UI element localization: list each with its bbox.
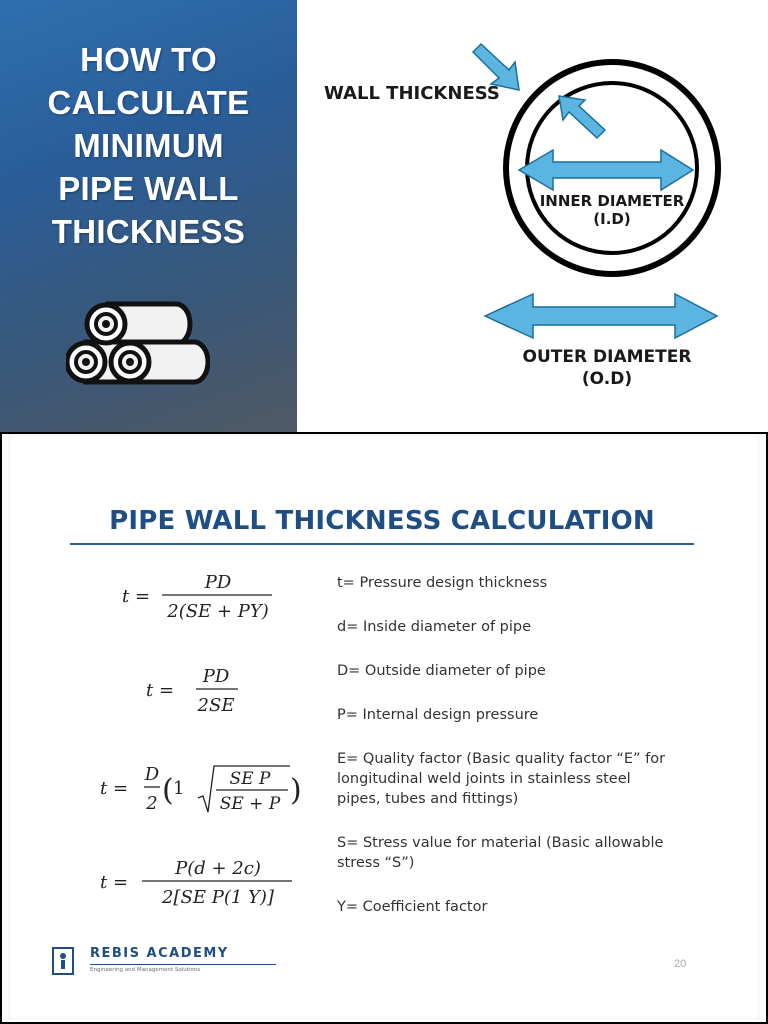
definition-d-inside: d= Inside diameter of pipe [337,619,532,635]
definition-p: P= Internal design pressure [337,707,539,723]
outer-diameter-label: OUTER DIAMETER [522,347,692,367]
slide-title: PIPE WALL THICKNESS CALCULATION [109,506,655,536]
definition-t: t= Pressure design thickness [337,575,548,591]
formula-1-lhs: t = [122,586,151,607]
formula-2-denominator: 2SE [197,695,235,716]
banner-title [0,38,297,253]
formula-4-lhs: t = [100,872,129,893]
definition-d-outside: D= Outside diameter of pipe [337,663,546,679]
logo-tagline: Engineering and Management Solutions [90,967,201,973]
formula-1-numerator: PD [204,572,232,593]
formula-3-one: 1 [173,778,185,799]
formula-2 [146,666,238,716]
slide-title-underline [70,543,694,545]
inner-diameter-abbr: (I.D) [593,210,631,228]
logo-divider [90,964,276,965]
top-banner [0,0,768,432]
definition-e: E= Quality factor (Basic quality factor “E” for longitudinal weld joints in stainless steel pipes, tubes and fittings) [337,751,666,807]
logo-name: REBIS ACADEMY [90,946,229,961]
inner-diameter-arrow [519,150,693,190]
wall-thickness-arrow-inner [559,96,605,138]
pipe-cross-section-diagram [297,0,768,432]
logo-mark [52,947,74,975]
formula-panel [100,560,330,920]
formula-3-paren-close: ) [290,773,302,808]
formula-3-root-numerator: SE P [229,769,271,789]
formula-3-denominator: 2 [146,793,158,814]
definition-s: S= Stress value for material (Basic allowable stress “S”) [337,835,664,871]
banner-title-line: MINIMUM [73,127,224,164]
banner-title-line: CALCULATE [47,84,250,121]
inner-diameter-label: INNER DIAMETER [539,192,685,210]
banner-title-line: THICKNESS [51,213,246,250]
banner-title-line: PIPE WALL [58,170,239,207]
formula-1 [122,572,272,622]
formula-2-numerator: PD [202,666,230,687]
formula-3-paren-open: ( [162,773,174,808]
definition-y: Y= Coefficient factor [337,899,488,915]
formula-4-numerator: P(d + 2c) [175,858,261,879]
formula-2-lhs: t = [146,680,175,701]
formula-3-numerator: D [144,764,160,785]
formula-3-lhs: t = [100,778,129,799]
slide-page-number: 20 [674,958,687,970]
wall-thickness-label: WALL THICKNESS [324,83,500,104]
banner-title-line: HOW TO [80,41,217,78]
formula-4 [100,858,292,908]
formula-1-denominator: 2(SE + PY) [167,601,269,622]
formula-3 [100,764,302,814]
formula-3-root-denominator: SE + P [219,794,281,814]
outer-diameter-arrow [485,294,717,338]
title-panel [0,0,297,432]
pipes-stack-icon [66,296,210,386]
outer-diameter-abbr: (O.D) [581,369,633,389]
formula-4-denominator: 2[SE P(1 Y)] [162,887,274,908]
